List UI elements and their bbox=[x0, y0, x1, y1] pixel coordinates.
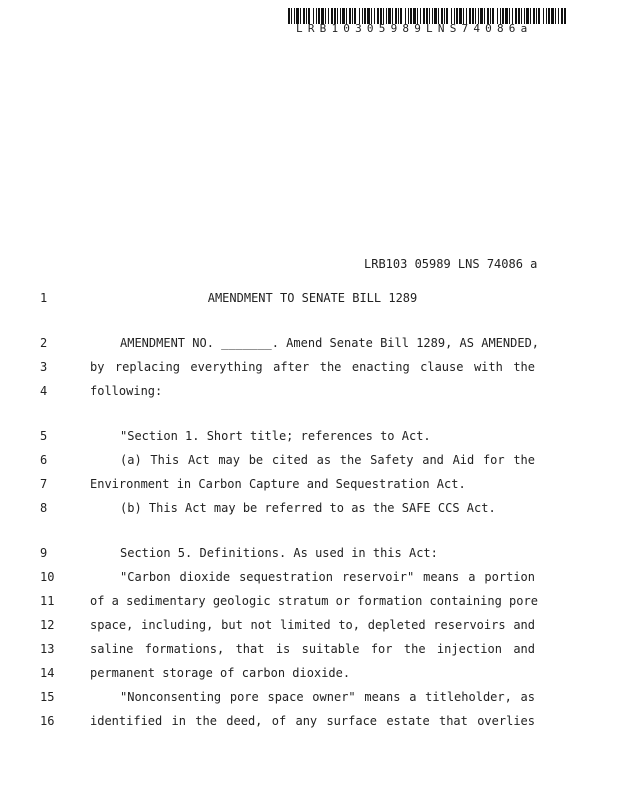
line-8 bbox=[0, 501, 618, 521]
line-number: 1 bbox=[40, 291, 48, 305]
line-12 bbox=[0, 618, 618, 638]
line-text: (a) This Act may be cited as the Safety and Aid for the bbox=[120, 453, 535, 467]
line-3 bbox=[0, 360, 618, 380]
line-4 bbox=[0, 384, 618, 404]
line-9 bbox=[0, 546, 618, 566]
line-number: 13 bbox=[40, 642, 55, 656]
line-text: saline formations, that is suitable for the injection and bbox=[90, 642, 535, 656]
line-number: 12 bbox=[40, 618, 55, 632]
line-16 bbox=[0, 714, 618, 734]
line-13 bbox=[0, 642, 618, 662]
line-number: 14 bbox=[40, 666, 55, 680]
line-number: 16 bbox=[40, 714, 55, 728]
line-text: (b) This Act may be referred to as the SAFE CCS Act. bbox=[120, 501, 496, 515]
line-text: "Nonconsenting pore space owner" means a titleholder, as bbox=[120, 690, 535, 704]
line-text: "Section 1. Short title; references to Act. bbox=[120, 429, 431, 443]
line-text: permanent storage of carbon dioxide. bbox=[90, 666, 351, 680]
line-11 bbox=[0, 594, 618, 614]
line-text: Section 5. Definitions. As used in this Act: bbox=[120, 546, 438, 560]
line-number: 7 bbox=[40, 477, 48, 491]
line-text: space, including, but not limited to, depleted reservoirs and bbox=[90, 618, 535, 632]
line-5 bbox=[0, 429, 618, 449]
barcode-text: LRB10305989LNS74086a bbox=[296, 22, 533, 35]
line-text: AMENDMENT NO. _______. Amend Senate Bill 1289, AS AMENDED, bbox=[120, 336, 540, 350]
line-2 bbox=[0, 336, 618, 356]
line-number: 11 bbox=[40, 594, 55, 608]
line-text: "Carbon dioxide sequestration reservoir" means a portion bbox=[120, 570, 535, 584]
line-15 bbox=[0, 690, 618, 710]
line-number: 2 bbox=[40, 336, 48, 350]
line-text: of a sedimentary geologic stratum or formation containing pore bbox=[90, 594, 538, 608]
line-text: following: bbox=[90, 384, 163, 398]
line-14 bbox=[0, 666, 618, 686]
line-number: 9 bbox=[40, 546, 48, 560]
line-number: 15 bbox=[40, 690, 55, 704]
line-1 bbox=[0, 291, 618, 311]
line-number: 5 bbox=[40, 429, 48, 443]
line-number: 4 bbox=[40, 384, 48, 398]
line-7 bbox=[0, 477, 618, 497]
line-number: 10 bbox=[40, 570, 55, 584]
line-number: 6 bbox=[40, 453, 48, 467]
line-6 bbox=[0, 453, 618, 473]
line-text: by replacing everything after the enacting clause with the bbox=[90, 360, 535, 374]
amendment-heading: AMENDMENT TO SENATE BILL 1289 bbox=[207, 291, 418, 305]
line-number: 8 bbox=[40, 501, 48, 515]
document-id: LRB103 05989 LNS 74086 a bbox=[364, 257, 538, 271]
line-10 bbox=[0, 570, 618, 590]
line-number: 3 bbox=[40, 360, 48, 374]
line-text: identified in the deed, of any surface estate that overlies bbox=[90, 714, 535, 728]
line-text: Environment in Carbon Capture and Sequestration Act. bbox=[90, 477, 466, 491]
